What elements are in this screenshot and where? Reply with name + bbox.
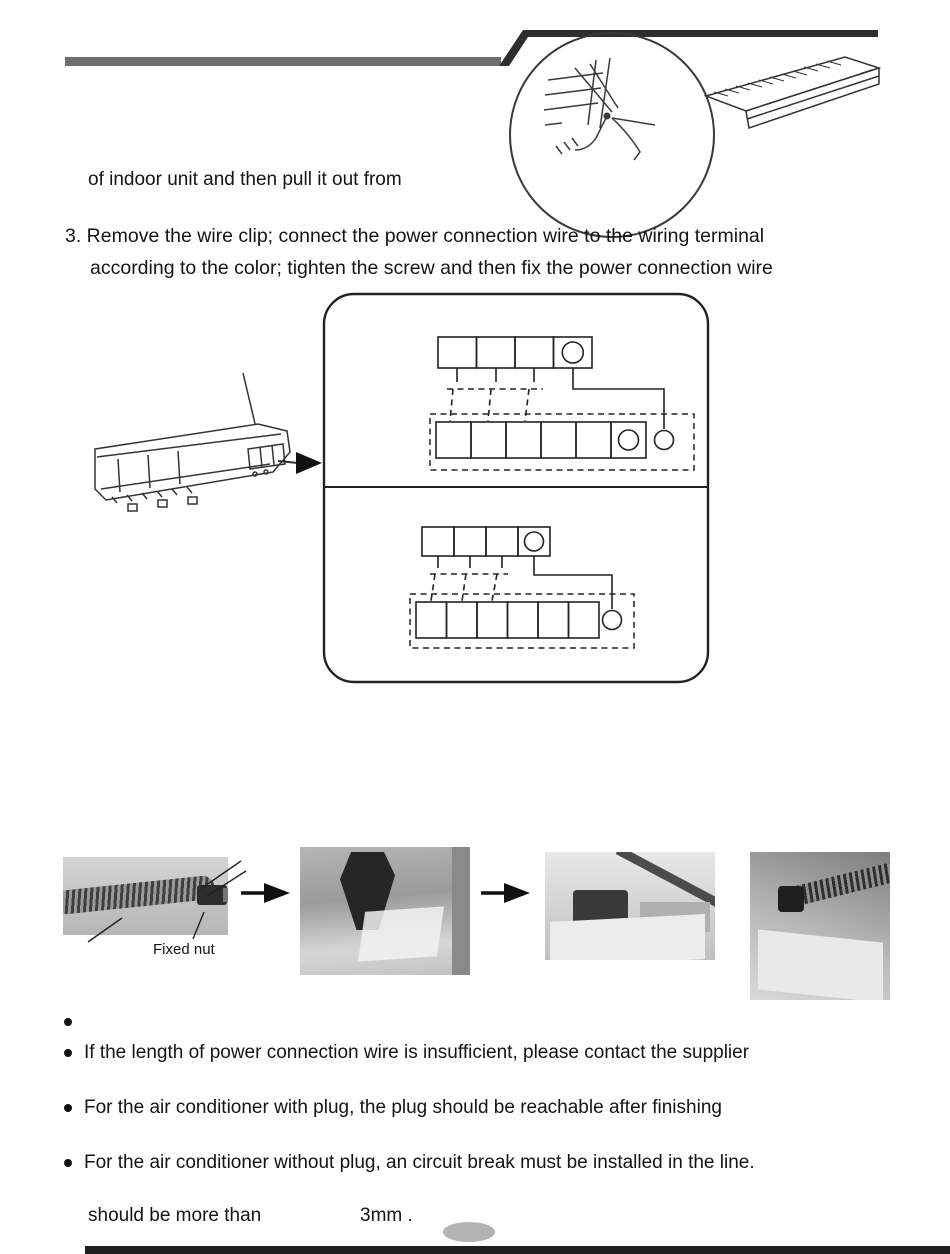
hose-tip-shape: [223, 888, 228, 902]
photo-step-3-screwdriver: [545, 852, 715, 960]
fragment-text: of indoor unit and then pull it out from: [88, 169, 402, 190]
footer-bar: [85, 1246, 950, 1254]
terminal-diagram-bottom: [410, 527, 634, 648]
bullet-icon: [64, 1159, 72, 1167]
bullet-icon: [64, 1049, 72, 1057]
note-text: If the length of power connection wire is insufficient, please contact the supplier: [84, 1042, 750, 1063]
fitting-shape: [778, 886, 804, 912]
flow-arrow-right-icon-1: [241, 883, 290, 903]
closing-line-part2: 3mm .: [360, 1205, 413, 1226]
photo-step-1-hose: [63, 857, 228, 935]
unit-body-shape: [550, 914, 705, 960]
note-item-0: [64, 1018, 84, 1026]
note-text: For the air conditioner without plug, an circuit break must be installed in the line.: [84, 1152, 755, 1173]
ac-unit-illustration: [706, 57, 879, 128]
screwdriver-shape: [616, 852, 715, 908]
note-item-2: [64, 1096, 722, 1120]
closing-line-part1: should be more than: [88, 1205, 262, 1226]
panel-edge-shape: [452, 847, 470, 975]
bullet-icon: [64, 1104, 72, 1112]
unit-body-shape: [758, 929, 883, 1000]
detail-circle-illustration: [510, 33, 714, 237]
photo-step-2-clamp: [300, 847, 470, 975]
corrugated-hose-shape: [63, 875, 216, 916]
reflection-shape: [358, 906, 444, 961]
terminal-diagram-top: [430, 337, 694, 470]
bullet-icon: [64, 1018, 72, 1026]
flow-arrow-right-icon-2: [481, 883, 530, 903]
indoor-unit-illustration: [95, 373, 298, 511]
photo-step-4-finished: [750, 852, 890, 1000]
page-number-oval: [443, 1222, 495, 1242]
wiring-diagram: [324, 294, 708, 682]
fixed-nut-caption: Fixed nut: [153, 941, 215, 958]
step3-line1: 3. Remove the wire clip; connect the power connection wire to the wiring terminal: [65, 225, 765, 247]
note-text: For the air conditioner with plug, the plug should be reachable after finishing: [84, 1097, 722, 1118]
note-item-3: [64, 1151, 755, 1175]
step3-line2: according to the color; tighten the screw and then fix the power connection wire: [90, 257, 773, 279]
header-rule: [65, 30, 878, 66]
note-item-1: [64, 1041, 749, 1065]
callout-arrow-right-icon: [296, 452, 322, 474]
